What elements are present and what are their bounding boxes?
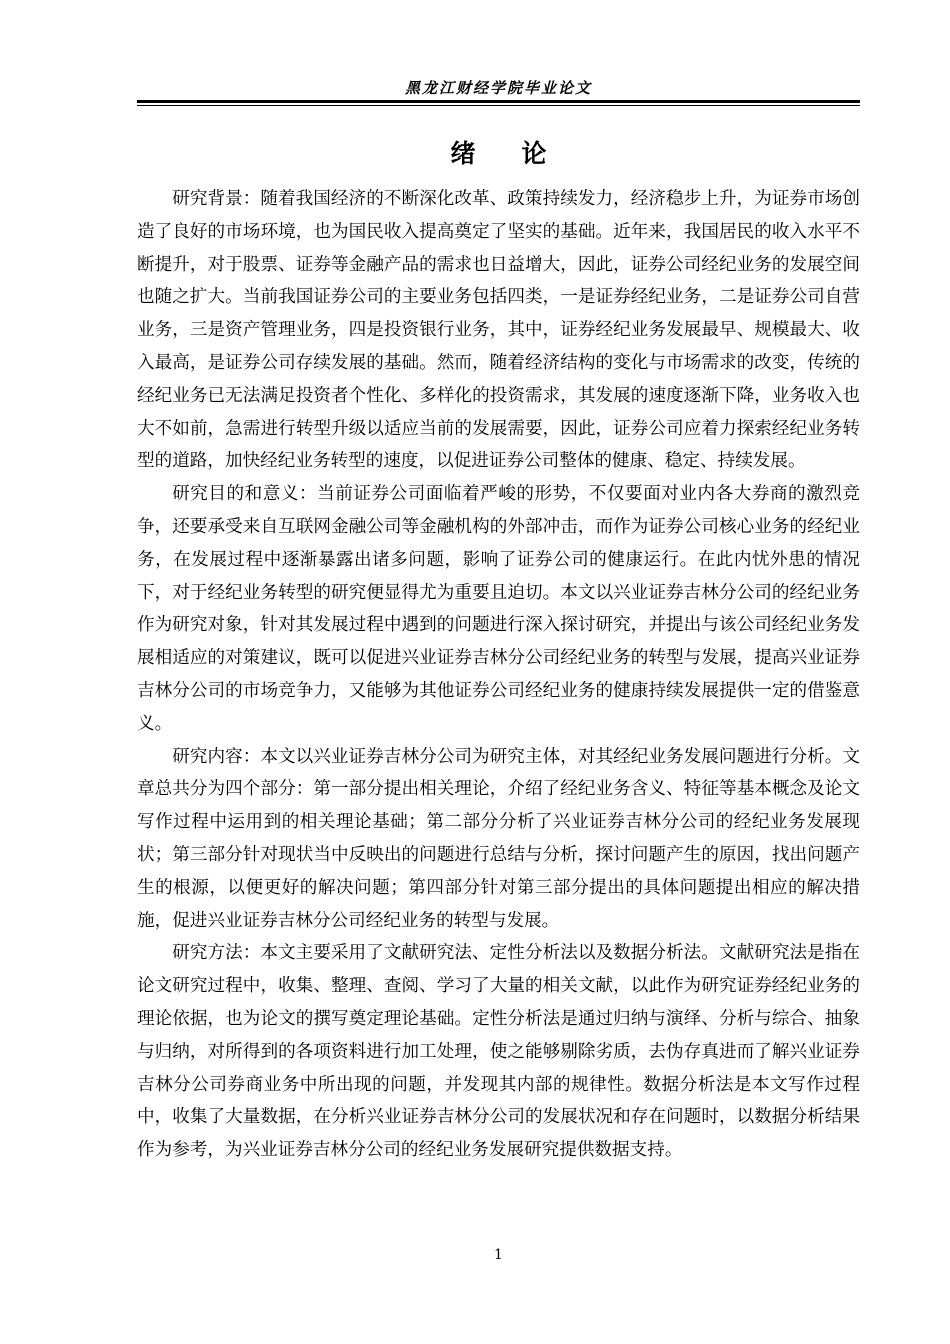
running-header-title: 黑龙江财经学院毕业论文 (404, 79, 592, 97)
paragraph-methods: 研究方法：本文主要采用了文献研究法、定性分析法以及数据分析法。文献研究法是指在论文研究过程中，收集、整理、查阅、学习了大量的相关文献，以此作为研究证券经纪业务的理论依据，也为论文的撰写奠定理论基础。定性分析法是通过归纳与演绎、分析与综合、抽象与归纳，对所得到的各项资料进行加工处理，使之能够剔除劣质，去伪存真进而了解兴业证券吉林分公司券商业务中所出现的问题，并发现其内部的规律性。数据分析法是本文写作过程中，收集了大量数据，在分析兴业证券吉林分公司的发展状况和存在问题时，以数据分析结果作为参考，为兴业证券吉林分公司的经纪业务发展研究提供数据支持。 (137, 943, 860, 1161)
paragraph-purpose: 研究目的和意义：当前证券公司面临着严峻的形势，不仅要面对业内各大券商的激烈竞争，还要承受来自互联网金融公司等金融机构的外部冲击，而作为证券公司核心业务的经纪业务，在发展过程中逐渐暴露出诸多问题，影响了证券公司的健康运行。在此内忧外患的情况下，对于经纪业务转型的研究便显得尤为重要且迫切。本文以兴业证券吉林分公司的经纪业务作为研究对象，针对其发展过程中遇到的问题进行深入探讨研究，并提出与该公司经纪业务发展相适应的对策建议，既可以促进兴业证券吉林分公司经纪业务的转型与发展，提高兴业证券吉林分公司的市场竞争力，又能够为其他证券公司经纪业务的健康持续发展提供一定的借鉴意义。 (137, 484, 860, 734)
header-rule-thick (137, 100, 860, 103)
body-text (137, 183, 860, 1167)
chapter-title: 绪论 (450, 139, 593, 168)
paragraph-content: 研究内容：本文以兴业证券吉林分公司为研究主体，对其经纪业务发展问题进行分析。文章总共分为四个部分：第一部分提出相关理论，介绍了经纪业务含义、特征等基本概念及论文写作过程中运用到的相关理论基础；第二部分分析了兴业证券吉林分公司的经纪业务发展现状；第三部分针对现状当中反映出的问题进行总结与分析，探讨问题产生的原因，找出问题产生的根源，以便更好的解决问题；第四部分针对第三部分提出的具体问题提出相应的解决措施，促进兴业证券吉林分公司经纪业务的转型与发展。 (137, 746, 860, 931)
paragraph-background: 研究背景：随着我国经济的不断深化改革、政策持续发力，经济稳步上升，为证券市场创造了良好的市场环境，也为国民收入提高奠定了坚实的基础。近年来，我国居民的收入水平不断提升，对于股票、证券等金融产品的需求也日益增大，因此，证券公司经纪业务的发展空间也随之扩大。当前我国证券公司的主要业务包括四类，一是证券经纪业务，二是证券公司自营业务，三是资产管理业务，四是投资银行业务，其中，证券经纪业务发展最早、规模最大、收入最高，是证券公司存续发展的基础。然而，随着经济结构的变化与市场需求的改变，传统的经纪业务已无法满足投资者个性化、多样化的投资需求，其发展的速度逐渐下降，业务收入也大不如前，急需进行转型升级以适应当前的发展需要，因此，证券公司应着力探索经纪业务转型的道路，加快经纪业务转型的速度，以促进证券公司整体的健康、稳定、持续发展。 (137, 189, 860, 472)
page-number: 1 (494, 1247, 503, 1263)
header-rule-thin (137, 105, 860, 106)
